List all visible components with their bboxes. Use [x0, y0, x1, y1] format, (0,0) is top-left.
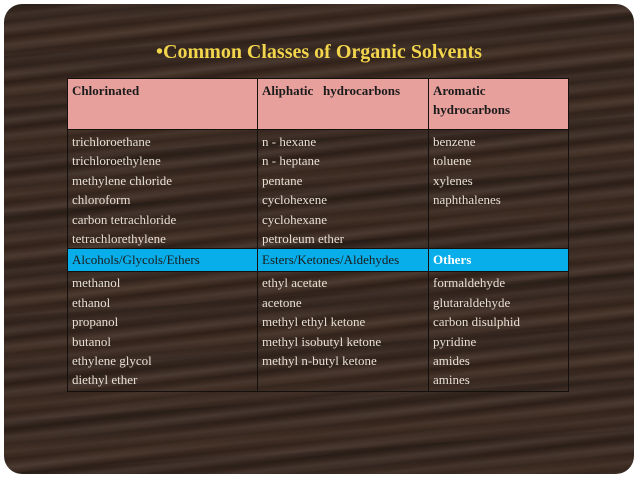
slide-background — [4, 4, 634, 474]
list-item: ethylene glycol — [72, 353, 152, 369]
alcohols-list — [68, 272, 258, 392]
list-item: acetone — [262, 294, 302, 310]
aliphatic-list — [258, 130, 429, 249]
list-item: butanol — [72, 333, 111, 349]
table-header-row — [68, 79, 569, 130]
list-item: pentane — [262, 172, 303, 188]
list-item: n - hexane — [262, 134, 317, 149]
list-item: naphthalenes — [433, 192, 501, 208]
list-item: chloroform — [72, 192, 131, 208]
list-item: diethyl ether — [72, 372, 138, 388]
header-aliphatic: Aliphatic hydrocarbons — [258, 79, 429, 130]
list-item: toluene — [433, 153, 472, 169]
header-esters: Esters/Ketones/Aldehydes — [258, 249, 429, 272]
list-item: trichloroethane — [72, 134, 151, 149]
list-item: benzene — [433, 134, 476, 149]
others-list — [429, 272, 569, 392]
list-item: methanol — [72, 275, 121, 291]
header-aromatic: Aromatic hydrocarbons — [429, 79, 569, 130]
esters-list — [258, 272, 429, 392]
table-row — [68, 130, 569, 249]
solvents-table — [67, 78, 569, 392]
list-item: methyl isobutyl ketone — [262, 333, 382, 349]
list-item: carbon tetrachloride — [72, 211, 177, 227]
slide-title: •Common Classes of Organic Solvents — [156, 41, 482, 63]
list-item: pyridine — [433, 333, 477, 349]
list-item: propanol — [72, 314, 119, 330]
list-item: cyclohexene — [262, 192, 327, 208]
header-alcohols: Alcohols/Glycols/Ethers — [68, 249, 258, 272]
list-item: amides — [433, 353, 470, 369]
list-item: tetrachlorethylene — [72, 231, 166, 247]
header-chlorinated: Chlorinated — [68, 79, 258, 130]
list-item: amines — [433, 372, 470, 388]
list-item: ethyl acetate — [262, 275, 328, 291]
list-item: methyl n-butyl ketone — [262, 353, 377, 369]
aromatic-list — [429, 130, 569, 249]
list-item: methyl ethyl ketone — [262, 314, 366, 330]
header-others: Others — [429, 249, 569, 272]
list-item: petroleum ether — [262, 231, 344, 247]
list-item: cyclohexane — [262, 211, 327, 227]
list-item: methylene chloride — [72, 172, 172, 188]
list-item: xylenes — [433, 172, 473, 188]
list-item: glutaraldehyde — [433, 294, 511, 310]
list-item: ethanol — [72, 294, 111, 310]
chlorinated-list — [68, 130, 258, 249]
table-header-row — [68, 249, 569, 272]
list-item: formaldehyde — [433, 275, 506, 291]
list-item: n - heptane — [262, 153, 320, 169]
table-row — [68, 272, 569, 392]
list-item: trichloroethylene — [72, 153, 161, 169]
list-item: carbon disulphid — [433, 314, 521, 330]
